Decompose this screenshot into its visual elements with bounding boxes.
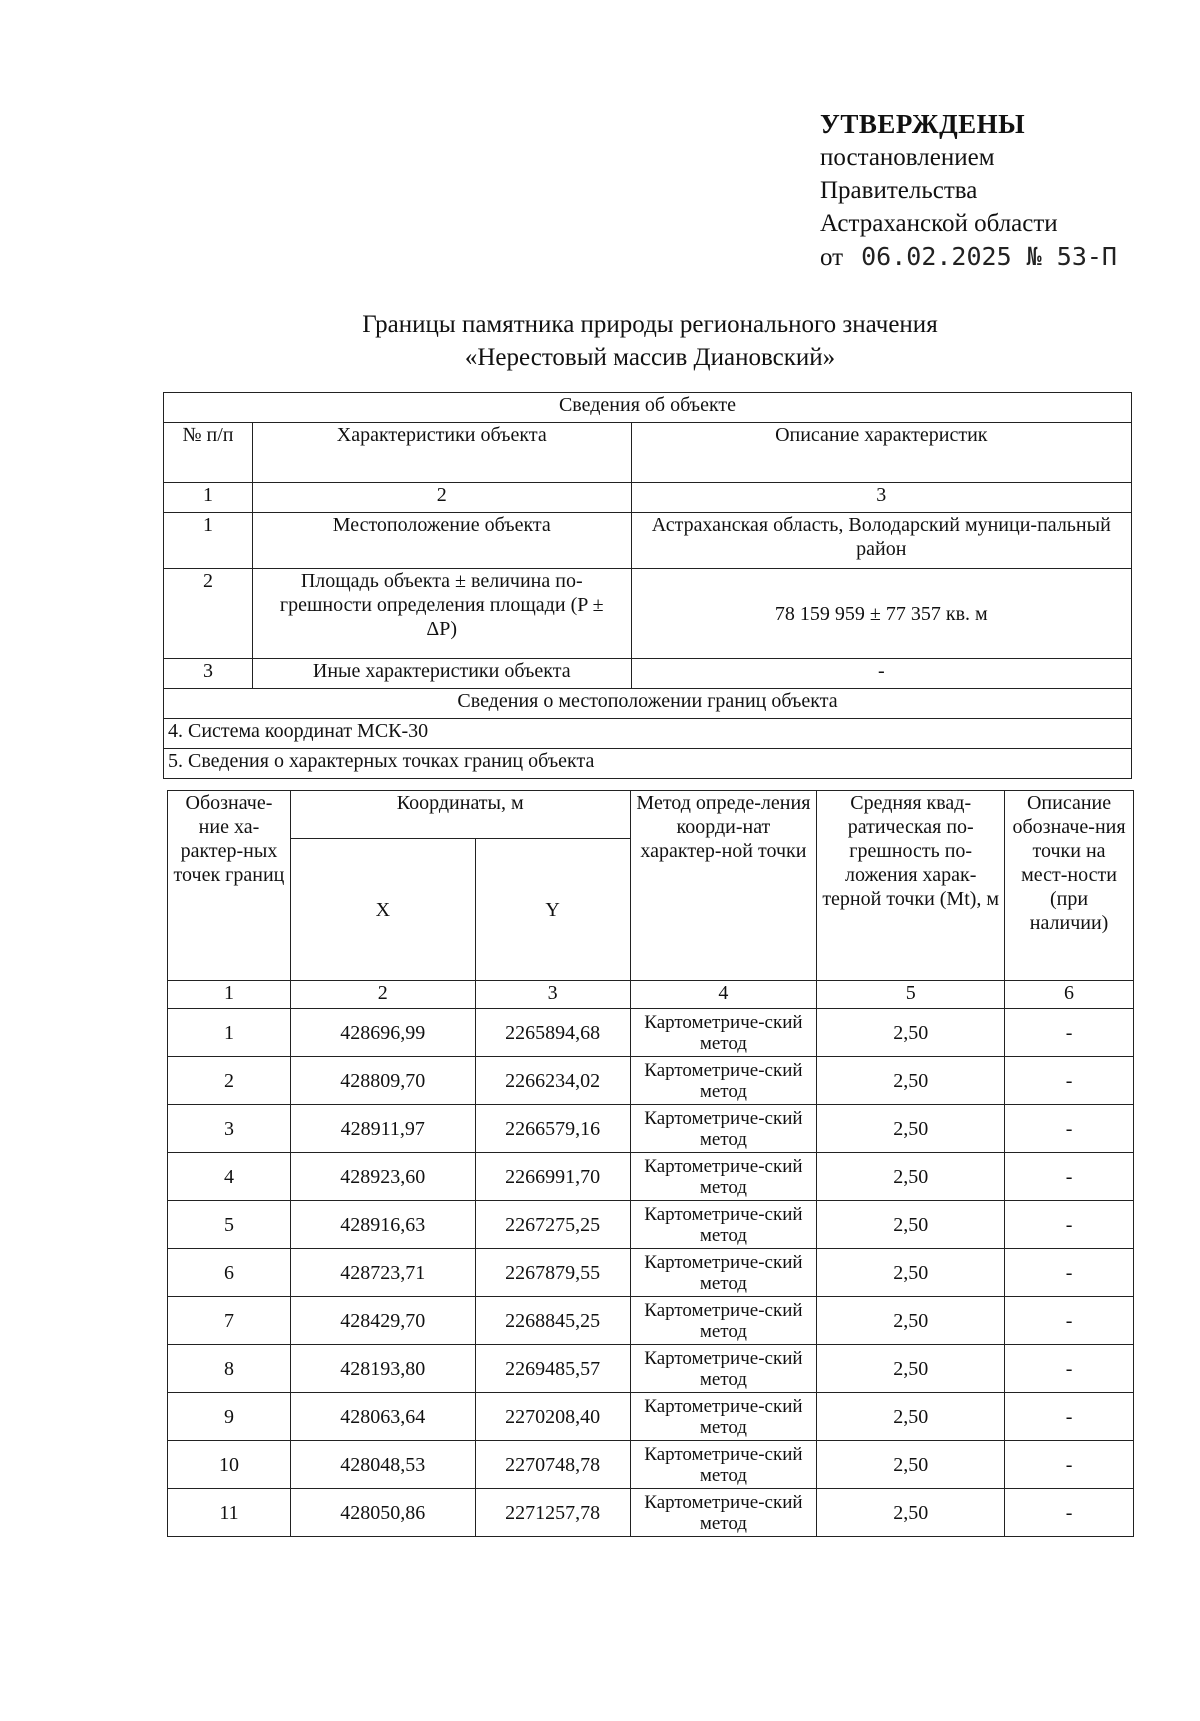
- point-description: -: [1005, 1105, 1134, 1153]
- approval-title: УТВЕРЖДЕНЫ: [820, 109, 1026, 139]
- point-y: 2266234,02: [475, 1057, 630, 1105]
- point-method: Картометриче-ский метод: [630, 1201, 817, 1249]
- point-y: 2270208,40: [475, 1393, 630, 1441]
- document-title: [160, 308, 1140, 374]
- table-row: [168, 1489, 1134, 1537]
- header-method: Метод опреде-ления коорди-нат характер-ной точки: [630, 791, 817, 981]
- approval-line-3: Астраханской области: [820, 210, 1058, 237]
- point-description: -: [1005, 1441, 1134, 1489]
- approval-date-value: 06.02.2025 № 53-П: [861, 242, 1117, 271]
- row-description: -: [631, 659, 1131, 689]
- table-row: [164, 659, 1132, 689]
- point-x: 428923,60: [290, 1153, 475, 1201]
- point-x: 428723,71: [290, 1249, 475, 1297]
- header-coordinates: Координаты, м: [290, 791, 630, 839]
- point-y: 2266991,70: [475, 1153, 630, 1201]
- approval-date-line: [820, 240, 1117, 274]
- point-x: 428429,70: [290, 1297, 475, 1345]
- point-y: 2270748,78: [475, 1441, 630, 1489]
- point-number: 9: [168, 1393, 291, 1441]
- header-characteristic: Характеристики объекта: [252, 423, 631, 483]
- point-x: 428916,63: [290, 1201, 475, 1249]
- row-description: Астраханская область, Володарский муници-пальный район: [631, 513, 1131, 569]
- table-row: [168, 1249, 1134, 1297]
- col-index: 2: [290, 981, 475, 1009]
- header-description: Описание характеристик: [631, 423, 1131, 483]
- header-num: № п/п: [164, 423, 253, 483]
- point-description: -: [1005, 1249, 1134, 1297]
- document-title-line-2: «Нерестовый массив Диановский»: [464, 344, 836, 371]
- point-y: 2267275,25: [475, 1201, 630, 1249]
- point-y: 2265894,68: [475, 1009, 630, 1057]
- table-row: [164, 569, 1132, 659]
- table-row: [168, 1201, 1134, 1249]
- point-number: 1: [168, 1009, 291, 1057]
- point-description: -: [1005, 1393, 1134, 1441]
- point-y: 2269485,57: [475, 1345, 630, 1393]
- point-method: Картометриче-ский метод: [630, 1393, 817, 1441]
- col-index: 3: [475, 981, 630, 1009]
- point-number: 4: [168, 1153, 291, 1201]
- point-x: 428048,53: [290, 1441, 475, 1489]
- point-method: Картометриче-ский метод: [630, 1489, 817, 1537]
- point-error: 2,50: [817, 1345, 1005, 1393]
- approval-stamp: [820, 108, 1117, 274]
- col-index: 2: [252, 483, 631, 513]
- point-number: 10: [168, 1441, 291, 1489]
- point-description: -: [1005, 1009, 1134, 1057]
- point-number: 3: [168, 1105, 291, 1153]
- location-section-title: Сведения о местоположении границ объекта: [164, 689, 1132, 719]
- point-error: 2,50: [817, 1489, 1005, 1537]
- row-number: 1: [164, 513, 253, 569]
- point-number: 2: [168, 1057, 291, 1105]
- point-method: Картометриче-ский метод: [630, 1105, 817, 1153]
- header-designation: Обозначе-ние ха-рактер-ных точек границ: [168, 791, 291, 981]
- col-index: 5: [817, 981, 1005, 1009]
- header-x: X: [290, 839, 475, 981]
- points-section-title: 5. Сведения о характерных точках границ объекта: [164, 749, 1132, 779]
- point-description: -: [1005, 1201, 1134, 1249]
- point-description: -: [1005, 1297, 1134, 1345]
- table-row: [168, 1345, 1134, 1393]
- row-characteristic: Местоположение объекта: [252, 513, 631, 569]
- boundary-points-table: [167, 790, 1134, 1537]
- row-number: 2: [164, 569, 253, 659]
- point-x: 428696,99: [290, 1009, 475, 1057]
- point-method: Картометриче-ский метод: [630, 1441, 817, 1489]
- document-title-line-1: Границы памятника природы регионального значения: [362, 311, 938, 338]
- point-description: -: [1005, 1153, 1134, 1201]
- col-index: 1: [164, 483, 253, 513]
- point-method: Картометриче-ский метод: [630, 1057, 817, 1105]
- col-index: 3: [631, 483, 1131, 513]
- point-method: Картометриче-ский метод: [630, 1345, 817, 1393]
- point-y: 2266579,16: [475, 1105, 630, 1153]
- col-index: 6: [1005, 981, 1134, 1009]
- point-error: 2,50: [817, 1441, 1005, 1489]
- object-info-section-title: Сведения об объекте: [164, 393, 1132, 423]
- point-y: 2268845,25: [475, 1297, 630, 1345]
- coordinate-system: 4. Система координат МСК-30: [164, 719, 1132, 749]
- row-characteristic: Площадь объекта ± величина по-грешности определения площади (P ± ΔP): [252, 569, 631, 659]
- point-number: 8: [168, 1345, 291, 1393]
- point-number: 6: [168, 1249, 291, 1297]
- point-number: 11: [168, 1489, 291, 1537]
- point-x: 428911,97: [290, 1105, 475, 1153]
- row-number: 3: [164, 659, 253, 689]
- approval-line-2: Правительства: [820, 177, 978, 204]
- points-body: [168, 1009, 1134, 1537]
- table-row: [168, 1009, 1134, 1057]
- point-error: 2,50: [817, 1009, 1005, 1057]
- table-row: [164, 513, 1132, 569]
- point-error: 2,50: [817, 1201, 1005, 1249]
- table-row: [168, 1057, 1134, 1105]
- point-error: 2,50: [817, 1105, 1005, 1153]
- point-method: Картометриче-ский метод: [630, 1153, 817, 1201]
- point-error: 2,50: [817, 1153, 1005, 1201]
- table-row: [168, 1297, 1134, 1345]
- col-index: 1: [168, 981, 291, 1009]
- point-error: 2,50: [817, 1297, 1005, 1345]
- point-x: 428063,64: [290, 1393, 475, 1441]
- point-number: 7: [168, 1297, 291, 1345]
- point-description: -: [1005, 1057, 1134, 1105]
- point-x: 428050,86: [290, 1489, 475, 1537]
- point-error: 2,50: [817, 1057, 1005, 1105]
- table-row: [168, 1441, 1134, 1489]
- col-index: 4: [630, 981, 817, 1009]
- point-description: -: [1005, 1345, 1134, 1393]
- point-number: 5: [168, 1201, 291, 1249]
- point-method: Картометриче-ский метод: [630, 1249, 817, 1297]
- header-error: Средняя квад-ратическая по-грешность по-ложения харак-терной точки (Mt), м: [817, 791, 1005, 981]
- point-y: 2267879,55: [475, 1249, 630, 1297]
- table-row: [168, 1105, 1134, 1153]
- approval-date-prefix: от: [820, 244, 844, 271]
- table-row: [168, 1393, 1134, 1441]
- point-description: -: [1005, 1489, 1134, 1537]
- object-info-table: [163, 392, 1132, 779]
- point-y: 2271257,78: [475, 1489, 630, 1537]
- point-error: 2,50: [817, 1249, 1005, 1297]
- row-description: 78 159 959 ± 77 357 кв. м: [631, 569, 1131, 659]
- approval-line-1: постановлением: [820, 144, 995, 171]
- point-error: 2,50: [817, 1393, 1005, 1441]
- header-point-description: Описание обозначе-ния точки на мест-ности (при наличии): [1005, 791, 1134, 981]
- point-x: 428193,80: [290, 1345, 475, 1393]
- row-characteristic: Иные характеристики объекта: [252, 659, 631, 689]
- header-y: Y: [475, 839, 630, 981]
- point-x: 428809,70: [290, 1057, 475, 1105]
- point-method: Картометриче-ский метод: [630, 1009, 817, 1057]
- table-row: [168, 1153, 1134, 1201]
- point-method: Картометриче-ский метод: [630, 1297, 817, 1345]
